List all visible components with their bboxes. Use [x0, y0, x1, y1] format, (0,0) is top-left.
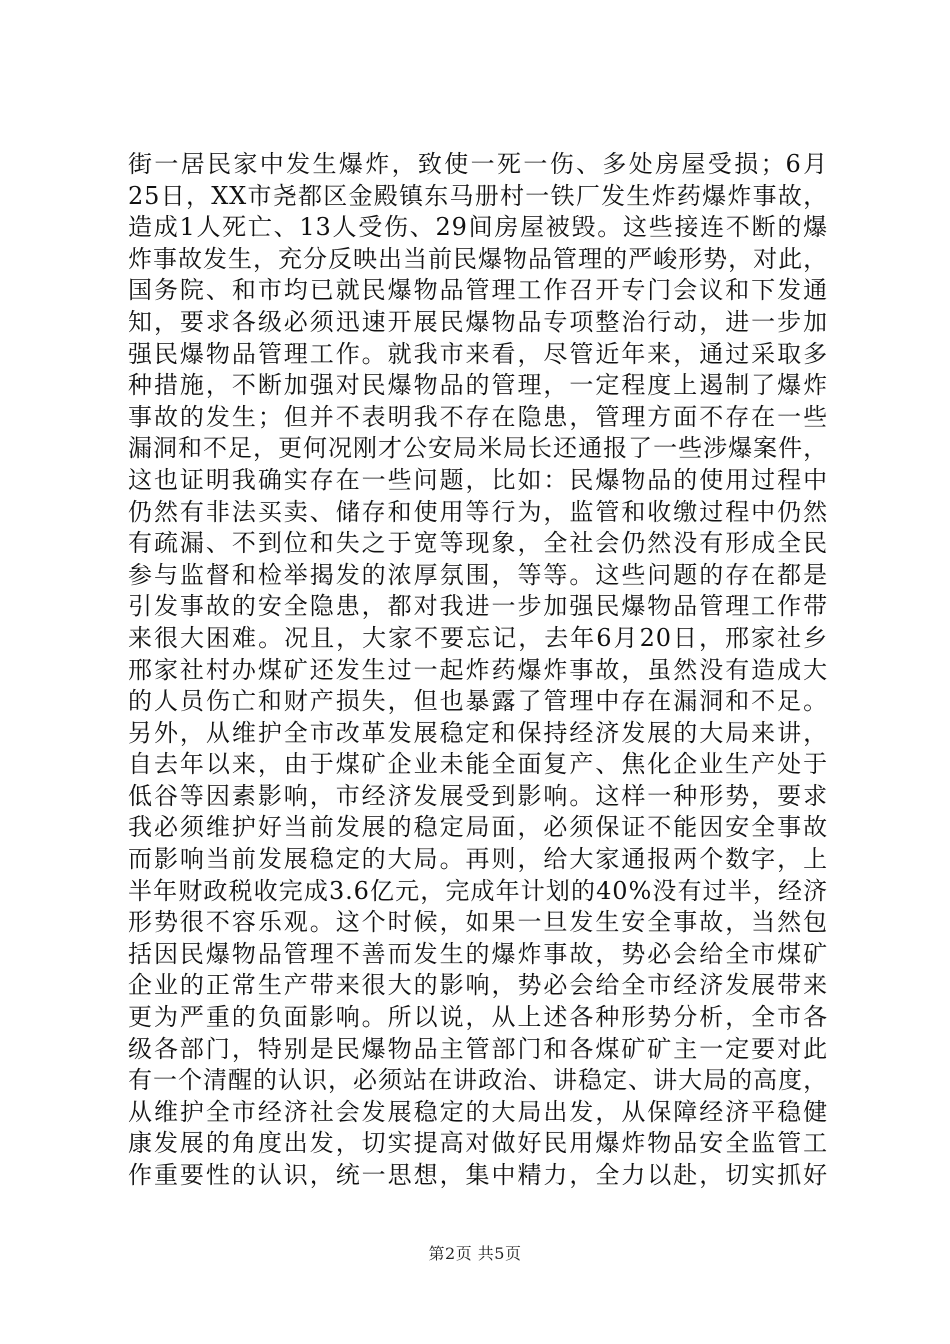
text-line: 从维护全市经济社会发展稳定的大局出发，从保障经济平稳健 [128, 1097, 828, 1126]
text-line: 半年财政税收完成3.6亿元，完成年计划的40%没有过半，经济 [128, 876, 828, 905]
text-line: 参与监督和检举揭发的浓厚氛围，等等。这些问题的存在都是 [128, 560, 828, 589]
text-line: 低谷等因素影响，市经济发展受到影响。这样一种形势，要求 [128, 781, 828, 810]
text-line: 事故的发生；但并不表明我不存在隐患，管理方面不存在一些 [128, 402, 828, 431]
page-number-label: 第2页 共5页 [428, 1244, 522, 1263]
text-line: 25日，XX市尧都区金殿镇东马册村一铁厂发生炸药爆炸事故， [128, 181, 828, 210]
text-line: 企业的正常生产带来很大的影响，势必会给全市经济发展带来 [128, 971, 828, 1000]
text-line: 我必须维护好当前发展的稳定局面，必须保证不能因安全事故 [128, 813, 828, 842]
text-line: 仍然有非法买卖、储存和使用等行为，监管和收缴过程中仍然 [128, 497, 828, 526]
text-line: 造成1人死亡、13人受伤、29间房屋被毁。这些接连不断的爆 [128, 213, 828, 242]
text-line: 知，要求各级必须迅速开展民爆物品专项整治行动，进一步加 [128, 307, 828, 336]
text-line: 这也证明我确实存在一些问题，比如：民爆物品的使用过程中 [128, 465, 828, 494]
text-line: 更为严重的负面影响。所以说，从上述各种形势分析，全市各 [128, 1003, 828, 1032]
text-line: 种措施，不断加强对民爆物品的管理，一定程度上遏制了爆炸 [128, 371, 828, 400]
text-line: 的人员伤亡和财产损失，但也暴露了管理中存在漏洞和不足。 [128, 687, 828, 716]
text-line: 作重要性的认识，统一思想，集中精力，全力以赴，切实抓好 [128, 1161, 828, 1189]
text-line: 级各部门，特别是民爆物品主管部门和各煤矿矿主一定要对此 [128, 1034, 828, 1063]
text-line: 而影响当前发展稳定的大局。再则，给大家通报两个数字，上 [128, 845, 828, 874]
text-line: 另外，从维护全市改革发展稳定和保持经济发展的大局来讲， [128, 718, 828, 747]
text-line: 邢家社村办煤矿还发生过一起炸药爆炸事故，虽然没有造成大 [128, 655, 828, 684]
text-line: 括因民爆物品管理不善而发生的爆炸事故，势必会给全市煤矿 [128, 939, 828, 968]
text-line: 来很大困难。况且，大家不要忘记，去年6月20日，邢家社乡 [128, 623, 828, 652]
text-line: 自去年以来，由于煤矿企业未能全面复产、焦化企业生产处于 [128, 750, 828, 779]
text-line: 有疏漏、不到位和失之于宽等现象，全社会仍然没有形成全民 [128, 529, 828, 558]
text-line: 康发展的角度出发，切实提高对做好民用爆炸物品安全监管工 [128, 1129, 828, 1158]
text-line: 引发事故的安全隐患，都对我进一步加强民爆物品管理工作带 [128, 592, 828, 621]
page-footer [0, 1244, 950, 1264]
text-line: 街一居民家中发生爆炸，致使一死一伤、多处房屋受损；6月 [128, 150, 828, 178]
text-line: 漏洞和不足，更何况刚才公安局米局长还通报了一些涉爆案件， [128, 434, 828, 463]
text-line: 有一个清醒的认识，必须站在讲政治、讲稳定、讲大局的高度， [128, 1066, 828, 1095]
text-line: 炸事故发生，充分反映出当前民爆物品管理的严峻形势，对此， [128, 244, 828, 273]
text-line: 国务院、和市均已就民爆物品管理工作召开专门会议和下发通 [128, 276, 828, 305]
text-line: 形势很不容乐观。这个时候，如果一旦发生安全事故，当然包 [128, 908, 828, 937]
text-line: 强民爆物品管理工作。就我市来看，尽管近年来，通过采取多 [128, 339, 828, 368]
body-text [128, 149, 828, 1192]
